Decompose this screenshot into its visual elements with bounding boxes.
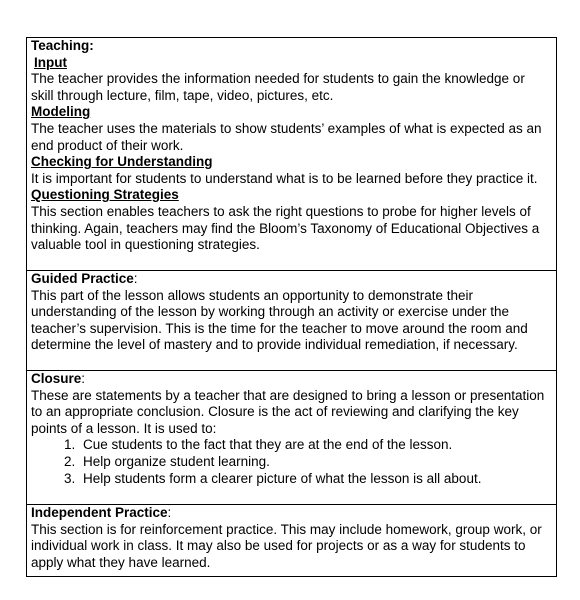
closure-list-item: 2. Help organize student learning.	[79, 454, 551, 471]
guided-practice-heading-line	[31, 271, 551, 288]
lesson-plan-table	[26, 37, 557, 577]
guided-practice-cell	[27, 271, 557, 371]
closure-heading: Closure	[31, 371, 82, 386]
independent-practice-heading: Independent Practice	[31, 505, 168, 520]
independent-practice-heading-line	[31, 505, 551, 522]
independent-practice-cell	[27, 505, 557, 577]
closure-colon: :	[81, 371, 86, 386]
independent-practice-text: This section is for reinforcement practice. This may include homework, group work, or individual work in class. It may also be used for projects or as a way for students to apply what they have learned.	[31, 521, 542, 570]
closure-list-item: 1. Cue students to the fact that they are at the end of the lesson.	[79, 437, 551, 454]
checking-text: It is important for students to understand what is to be learned before they practice it.	[31, 170, 538, 186]
guided-practice-heading: Guided Practice	[31, 271, 134, 286]
closure-cell	[27, 371, 557, 505]
closure-text: These are statements by a teacher that are designed to bring a lesson or presentation to an appropriate conclusion. Closure is the act of reviewing and clarifying the key points of a lesson. It is used to:	[31, 387, 545, 436]
closure-list	[31, 437, 551, 487]
questioning-text: This section enables teachers to ask the right questions to probe for higher levels of thinking. Again, teachers may find the Bloom’s Taxonomy of Educational Objectives a valuable tool in questioning strategies.	[31, 203, 540, 253]
modeling-subheading: Modeling	[31, 104, 91, 120]
teaching-heading: Teaching:	[31, 38, 94, 53]
teaching-row	[27, 38, 557, 271]
guided-practice-colon: :	[133, 271, 138, 286]
closure-list-item: 3. Help students form a clearer picture of what the lesson is all about.	[79, 471, 551, 488]
checking-subheading: Checking for Understanding	[31, 154, 213, 170]
closure-heading-line	[31, 371, 551, 388]
guided-practice-row	[27, 271, 557, 371]
input-text: The teacher provides the information needed for students to gain the knowledge or skill through lecture, film, tape, video, pictures, etc.	[31, 71, 525, 103]
input-subheading: Input	[34, 54, 67, 70]
questioning-subheading: Questioning Strategies	[31, 187, 179, 203]
teaching-cell	[27, 38, 557, 271]
independent-practice-colon: :	[167, 505, 172, 520]
independent-practice-row	[27, 505, 557, 577]
guided-practice-text: This part of the lesson allows students an opportunity to demonstrate their understanding of the lesson by working through an activity or exercise under the teacher’s supervision. This is the time for the teacher to move around the room and determine the level of mastery and to provide individual remediation, if necessary.	[31, 287, 528, 353]
closure-row	[27, 371, 557, 505]
modeling-text: The teacher uses the materials to show students’ examples of what is expected as an end product of their work.	[31, 120, 542, 153]
